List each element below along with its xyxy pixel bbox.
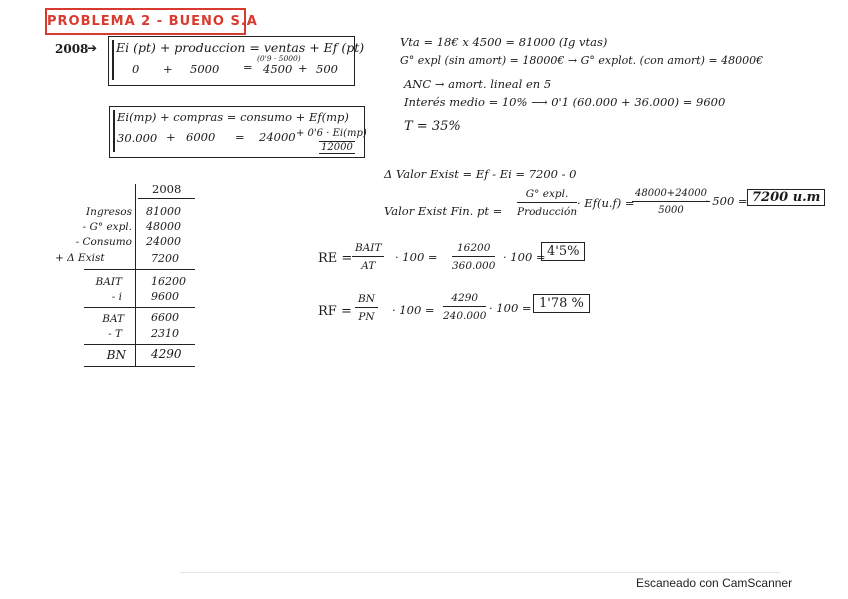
rf-result: 1'78 %	[533, 294, 590, 313]
rf-fraction-1-num: BN	[355, 293, 378, 308]
re-result: 4'5%	[541, 242, 585, 261]
materials-value-ei: 30.000	[117, 131, 158, 145]
rf-fraction-1	[355, 293, 378, 323]
table-row-label: - T	[108, 328, 122, 340]
rf-mid: · 100 =	[392, 303, 435, 317]
materials-equals: =	[235, 130, 245, 144]
note-operating-expenses: G° expl (sin amort) = 18000€ → G° explot. (con amort) = 48000€	[400, 54, 764, 67]
table-top-rule	[138, 198, 195, 199]
inventory-fraction-2-den: 5000	[658, 205, 684, 216]
product-plus-2: +	[298, 61, 308, 75]
product-value-sales: 4500	[263, 62, 293, 76]
inventory-tail: · 500 =	[705, 194, 748, 208]
scan-edge-line	[180, 572, 780, 573]
materials-value-ef: + 0'6 · Ei(mp)	[296, 128, 367, 139]
table-row-label: BAT	[102, 313, 124, 325]
table-vertical-rule	[135, 184, 136, 366]
table-row-label: BAIT	[95, 276, 122, 288]
rf-tail: · 100 =	[489, 301, 532, 315]
table-row-label: Ingresos	[86, 206, 132, 218]
table-year: 2008	[152, 182, 182, 196]
table-rule	[84, 307, 195, 308]
inventory-mid: · Ef(u.f) =	[577, 196, 635, 210]
table-row-value: 9600	[151, 290, 179, 303]
scanner-watermark: Escaneado con CamScanner	[636, 576, 793, 590]
rf-fraction-2-den: 240.000	[443, 310, 487, 322]
table-row-value: 7200	[151, 252, 179, 265]
re-mid: · 100 =	[395, 250, 438, 264]
rf-lhs: RF =	[318, 304, 352, 319]
materials-result: 12000	[321, 142, 353, 153]
materials-value-purchases: 6000	[186, 130, 216, 144]
delta-inventory-value: Δ Valor Exist = Ef - Ei = 7200 - 0	[384, 167, 577, 181]
product-value-ef: 500	[316, 62, 338, 76]
product-equals: =	[243, 60, 253, 74]
table-row-label: + Δ Exist	[55, 252, 105, 264]
table-row-value: 24000	[146, 235, 181, 248]
final-inventory-lhs: Valor Exist Fin. pt =	[384, 204, 503, 218]
re-fraction-2-den: 360.000	[452, 260, 496, 272]
re-fraction-2-num: 16200	[452, 242, 495, 257]
rf-fraction-2	[443, 292, 486, 322]
materials-plus: +	[166, 130, 176, 144]
re-fraction-1	[352, 242, 384, 272]
inventory-fraction-2	[632, 188, 710, 216]
product-plus: +	[163, 62, 173, 76]
table-row-value: 6600	[151, 311, 179, 324]
note-sales: Vta = 18€ x 4500 = 81000 (Ig vtas)	[400, 35, 608, 49]
note-depreciation: ANC → amort. lineal en 5	[404, 77, 552, 91]
inventory-fraction-2-num: 48000+24000	[632, 188, 710, 202]
inventory-fraction-1-den: Producción	[517, 206, 578, 218]
arrow-icon: ➔	[87, 41, 98, 55]
inventory-fraction-1-num: G° expl.	[517, 188, 577, 203]
re-fraction-1-den: AT	[361, 260, 376, 272]
table-row-value: 2310	[151, 327, 179, 340]
note-interest: Interés medio = 10% ⟶ 0'1 (60.000 + 36.000) = 9600	[404, 95, 726, 109]
note-tax-rate: T = 35%	[404, 119, 461, 134]
rf-fraction-1-den: PN	[358, 311, 375, 323]
table-row-label: - i	[111, 291, 122, 303]
materials-equation: Ei(mp) + compras = consumo + Ef(mp)	[117, 110, 349, 124]
rf-fraction-2-num: 4290	[443, 292, 486, 307]
table-row-label: - G° expl.	[82, 221, 132, 233]
product-equation: Ei (pt) + produccion = ventas + Ef (pt)	[116, 40, 365, 55]
materials-value-consumption: 24000	[259, 130, 296, 144]
table-bottom-rule	[84, 366, 195, 367]
product-annotation: (0'9 · 5000)	[257, 54, 301, 63]
table-row-value: 4290	[151, 347, 182, 361]
year-label: 2008	[55, 42, 89, 56]
product-value-production: 5000	[190, 62, 220, 76]
table-row-label: - Consumo	[75, 236, 132, 248]
table-row-value: 81000	[146, 205, 181, 218]
re-fraction-2	[452, 242, 495, 272]
page-title: PROBLEMA 2 - BUENO S.A	[45, 8, 246, 35]
re-fraction-1-num: BAIT	[352, 242, 384, 257]
inventory-fraction-1	[517, 188, 577, 218]
table-rule	[84, 269, 195, 270]
inventory-result: 7200 u.m	[747, 189, 825, 206]
re-lhs: RE =	[318, 251, 353, 266]
re-tail: · 100 =	[503, 250, 546, 264]
table-row-value: 16200	[151, 275, 186, 288]
table-row-value: 48000	[146, 220, 181, 233]
table-row-label: BN	[106, 348, 126, 362]
product-value-ei: 0	[132, 62, 140, 76]
table-rule	[84, 344, 195, 345]
